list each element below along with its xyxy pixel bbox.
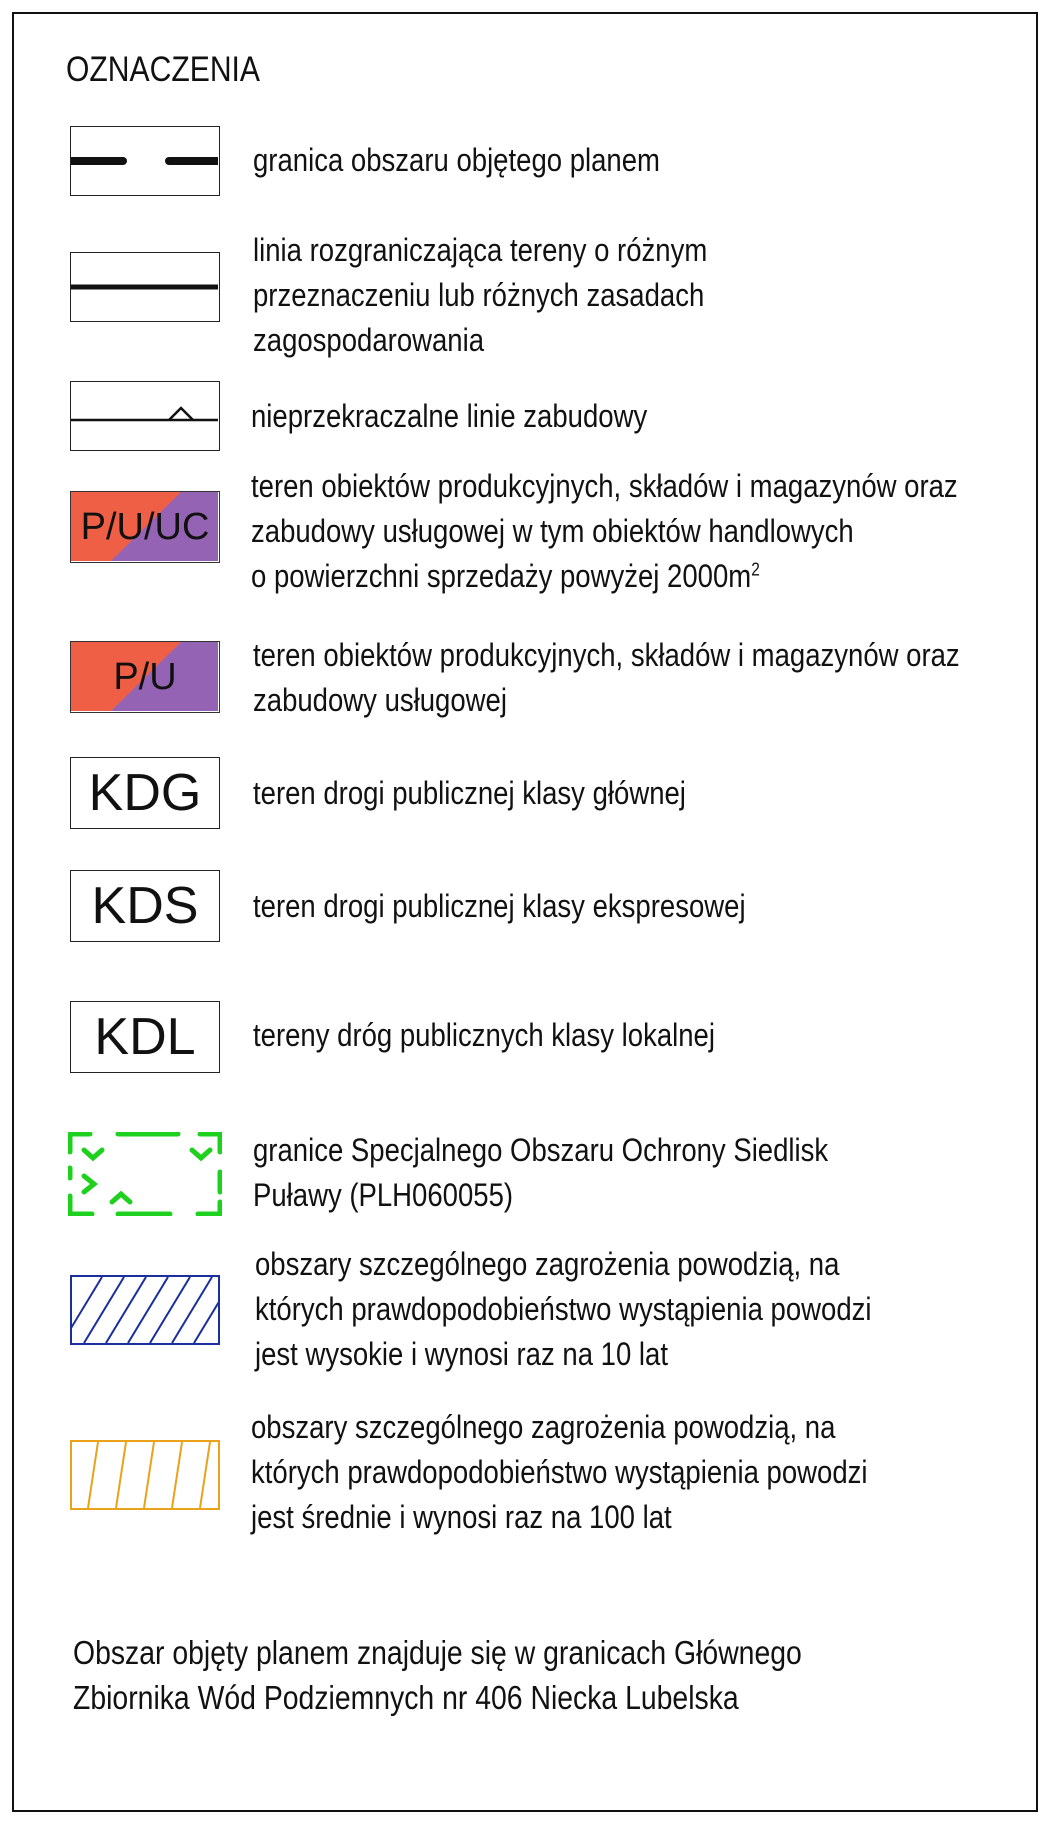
flood-medium-label: obszary szczególnego zagrożenia powodzią, na których prawdopodobieństwo wystąpienia powodzi jest średnie i wynosi raz na 100 lat [251,1409,868,1535]
building-line-label: nieprzekraczalne linie zabudowy [251,398,648,434]
legend-title: OZNACZENIA [66,50,260,89]
plan-boundary-label: granica obszaru objętego planem [253,142,660,178]
pu-code: P/U [113,655,177,698]
blue-hatch-icon [72,1277,218,1343]
kds-symbol [70,870,220,942]
kds-code: KDS [91,877,199,935]
dashed-boundary-icon [71,127,218,194]
demarcation-line-label: linia rozgraniczająca tereny o różnym przeznaczeniu lub różnych zasadach zagospodarowania [253,232,708,358]
natura-symbol [68,1132,222,1216]
building-line-symbol [70,381,220,451]
pu-symbol [70,641,220,713]
natura-boundary-icon [68,1132,222,1216]
puuc-code: P/U/UC [80,505,210,548]
kdg-symbol [70,757,220,829]
kdg-label: teren drogi publicznej klasy głównej [253,775,686,811]
puuc-symbol [70,491,220,563]
kdg-code: KDG [88,764,202,822]
plan-boundary-symbol [70,126,220,196]
kds-label: teren drogi publicznej klasy ekspresowej [253,888,746,924]
kdl-label: tereny dróg publicznych klasy lokalnej [253,1017,715,1053]
flood-medium-symbol [70,1440,220,1510]
demarcation-line-symbol [70,252,220,322]
footer-note: Obszar objęty planem znajduje się w granicach Głównego Zbiornika Wód Podziemnych nr 406 Niecka Lubelska [73,1634,802,1716]
building-line-icon [71,382,218,449]
flood-high-symbol [70,1275,220,1345]
orange-hatch-icon [72,1442,218,1508]
puuc-label: teren obiektów produkcyjnych, składów i magazynów oraz zabudowy usługowej w tym obiektów handlowych o powierzchni sprzedaży powyżej $2000m^2$ [251,468,958,594]
flood-high-label: obszary szczególnego zagrożenia powodzią, na których prawdopodobieństwo wystąpienia powodzi jest wysokie i wynosi raz na 10 lat [255,1246,872,1372]
kdl-symbol [70,1001,220,1073]
solid-line-icon [71,253,218,320]
natura-label: granice Specjalnego Obszaru Ochrony Siedlisk Puławy (PLH060055) [253,1132,829,1213]
kdl-code: KDL [94,1008,196,1066]
pu-label: teren obiektów produkcyjnych, składów i magazynów oraz zabudowy usługowej [253,637,960,718]
